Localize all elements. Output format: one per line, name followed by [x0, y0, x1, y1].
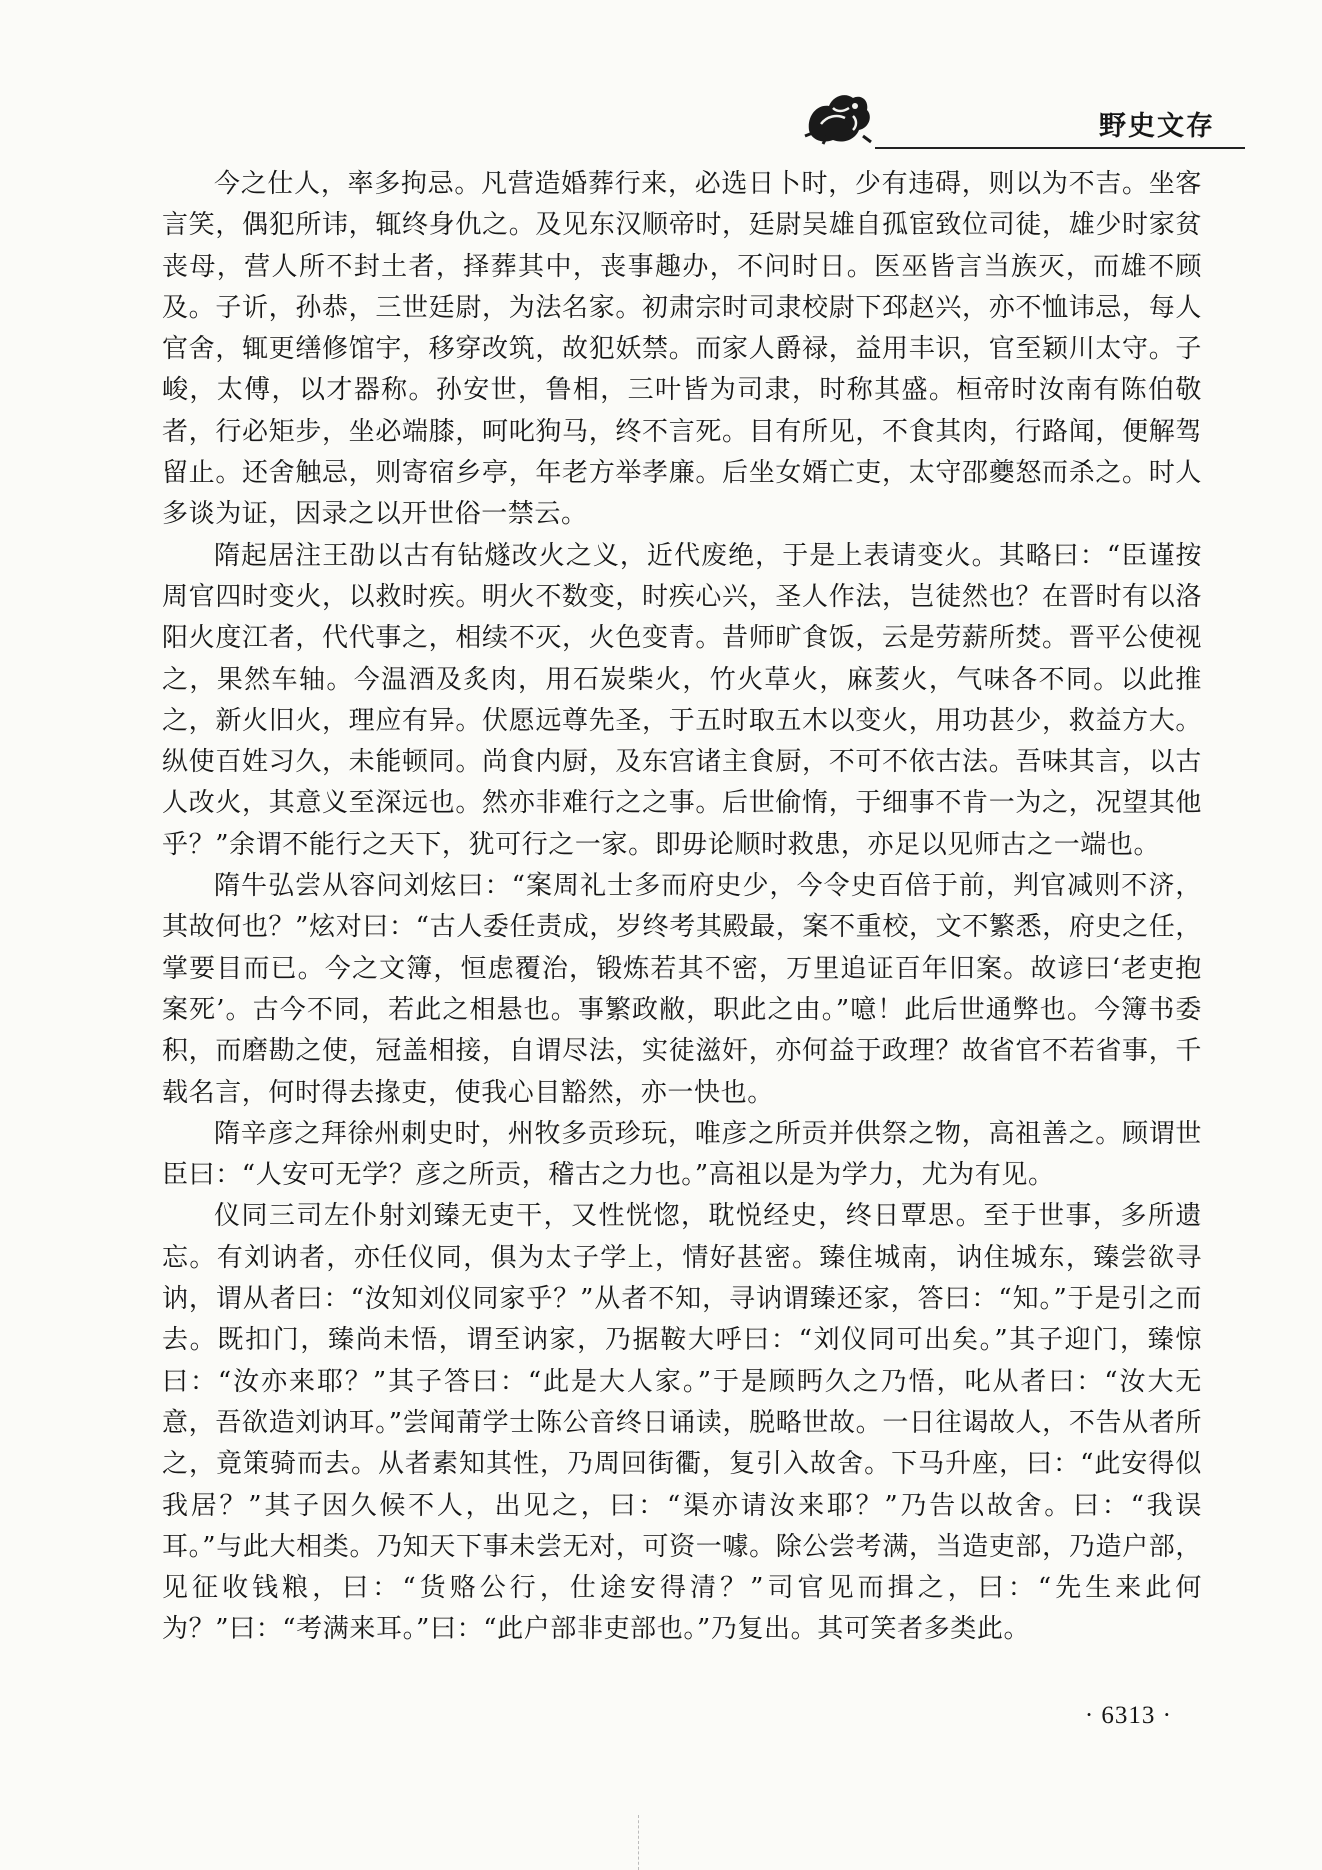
paragraph-5: 仪同三司左仆射刘臻无吏干，又性恍惚，耽悦经史，终日覃思。至于世事，多所遗忘。有刘讷者，亦任仪同，俱为太子学上，情好甚密。臻住城南，讷住城东，臻尝欲寻讷，谓从者曰：“汝知刘仪同家乎？”从者不知，寻讷谓臻还家，答曰：“知。”于是引之而去。既扣门，臻尚未悟，谓至讷家，乃据鞍大呼曰：“刘仪同可出矣。”其子迎门，臻惊曰：“汝亦来耶？”其子答曰：“此是大人家。”于是顾眄久之乃悟，叱从者曰：“汝大无意，吾欲造刘讷耳。”尝闻莆学士陈公音终日诵读，脱略世故。一日往谒故人，不告从者所之，竟策骑而去。从者素知其性，乃周回街衢，复引入故舍。下马升座，曰：“此安得似我居？”其子因久候不人，出见之，曰：“渠亦请汝来耶？”乃告以故舍。曰：“我误耳。”与此大相类。乃知天下事未尝无对，可资一噱。除公尝考满，当造吏部，乃造户部，见征收钱粮，曰：“货赂公行，仕途安得清？”司官见而揖之，曰：“先生来此何为？”曰：“考满来耳。”曰：“此户部非吏部也。”乃复出。其可笑者多类此。	[162, 1201, 1202, 1645]
running-header	[795, 82, 1245, 160]
header-title: 野史文存	[1099, 111, 1215, 142]
dragon-emblem-icon	[803, 86, 873, 148]
paragraph-3: 隋牛弘尝从容问刘炫曰：“案周礼士多而府史少，今令史百倍于前，判官减则不济，其故何也？”炫对曰：“古人委任责成，岁终考其殿最，案不重校，文不繁悉，府史之任，掌要目而已。今之文簿，恒虑覆治，锻炼若其不密，万里追证百年旧案。故谚曰‘老吏抱案死’。古今不同，若此之相悬也。事繁政敝，职此之由。”噫！此后世通弊也。今簿书委积，而磨勘之使，冠盖相接，自谓尽法，实徒滋奸，亦何益于政理？故省官不若省事，千载名言，何时得去掾吏，使我心目豁然，亦一快也。	[162, 871, 1202, 1108]
page-number: · 6313 ·	[1084, 1702, 1172, 1729]
header-rule	[875, 147, 1245, 149]
binding-gutter-mark	[638, 1815, 639, 1870]
paragraph-1: 今之仕人，率多拘忌。凡营造婚葬行来，必选日卜时，少有违碍，则以为不吉。坐客言笑，偶犯所讳，辄终身仇之。及见东汉顺帝时，廷尉吴雄自孤宦致位司徒，雄少时家贫丧母，营人所不封土者，择葬其中，丧事趣办，不问时日。医巫皆言当族灭，而雄不顾及。子䜣，孙恭，三世廷尉，为法名家。初肃宗时司隶校尉下邳赵兴，亦不恤讳忌，每人官舍，辄更缮修馆宇，移穿改筑，故犯妖禁。而家人爵禄，益用丰识，官至颖川太守。子峻，太傅，以才器称。孙安世，鲁相，三叶皆为司隶，时称其盛。桓帝时汝南有陈伯敬者，行必矩步，坐必端膝，呵叱狗马，终不言死。目有所见，不食其肉，行路闻，便解驾留止。还舍触忌，则寄宿乡亭，年老方举孝廉。后坐女婿亡吏，太守邵夔怒而杀之。时人多谈为证，因录之以开世俗一禁云。	[162, 169, 1202, 530]
body-text	[162, 164, 1202, 1651]
paragraph-4: 隋辛彦之拜徐州刺史时，州牧多贡珍玩，唯彦之所贡并供祭之物，高祖善之。顾谓世臣曰：“人安可无学？彦之所贡，稽古之力也。”高祖以是为学力，尤为有见。	[162, 1118, 1202, 1191]
paragraph-2: 隋起居注王劭以古有钻燧改火之义，近代废绝，于是上表请变火。其略曰：“臣谨按周官四时变火，以救时疾。明火不数变，时疾心兴，圣人作法，岂徒然也？在晋时有以洛阳火度江者，代代事之，相续不灭，火色变青。昔师旷食饭，云是劳薪所焚。晋平公使视之，果然车轴。今温酒及炙肉，用石炭柴火，竹火草火，麻荄火，气味各不同。以此推之，新火旧火，理应有异。伏愿远尊先圣，于五时取五木以变火，用功甚少，救益方大。纵使百姓习久，未能顿同。尚食内厨，及东宫诸主食厨，不可不依古法。吾味其言，以古人改火，其意义至深远也。然亦非难行之之事。后世偷惰，于细事不肯一为之，况望其他乎？”余谓不能行之天下，犹可行之一家。即毋论顺时救患，亦足以见师古之一端也。	[162, 540, 1202, 860]
